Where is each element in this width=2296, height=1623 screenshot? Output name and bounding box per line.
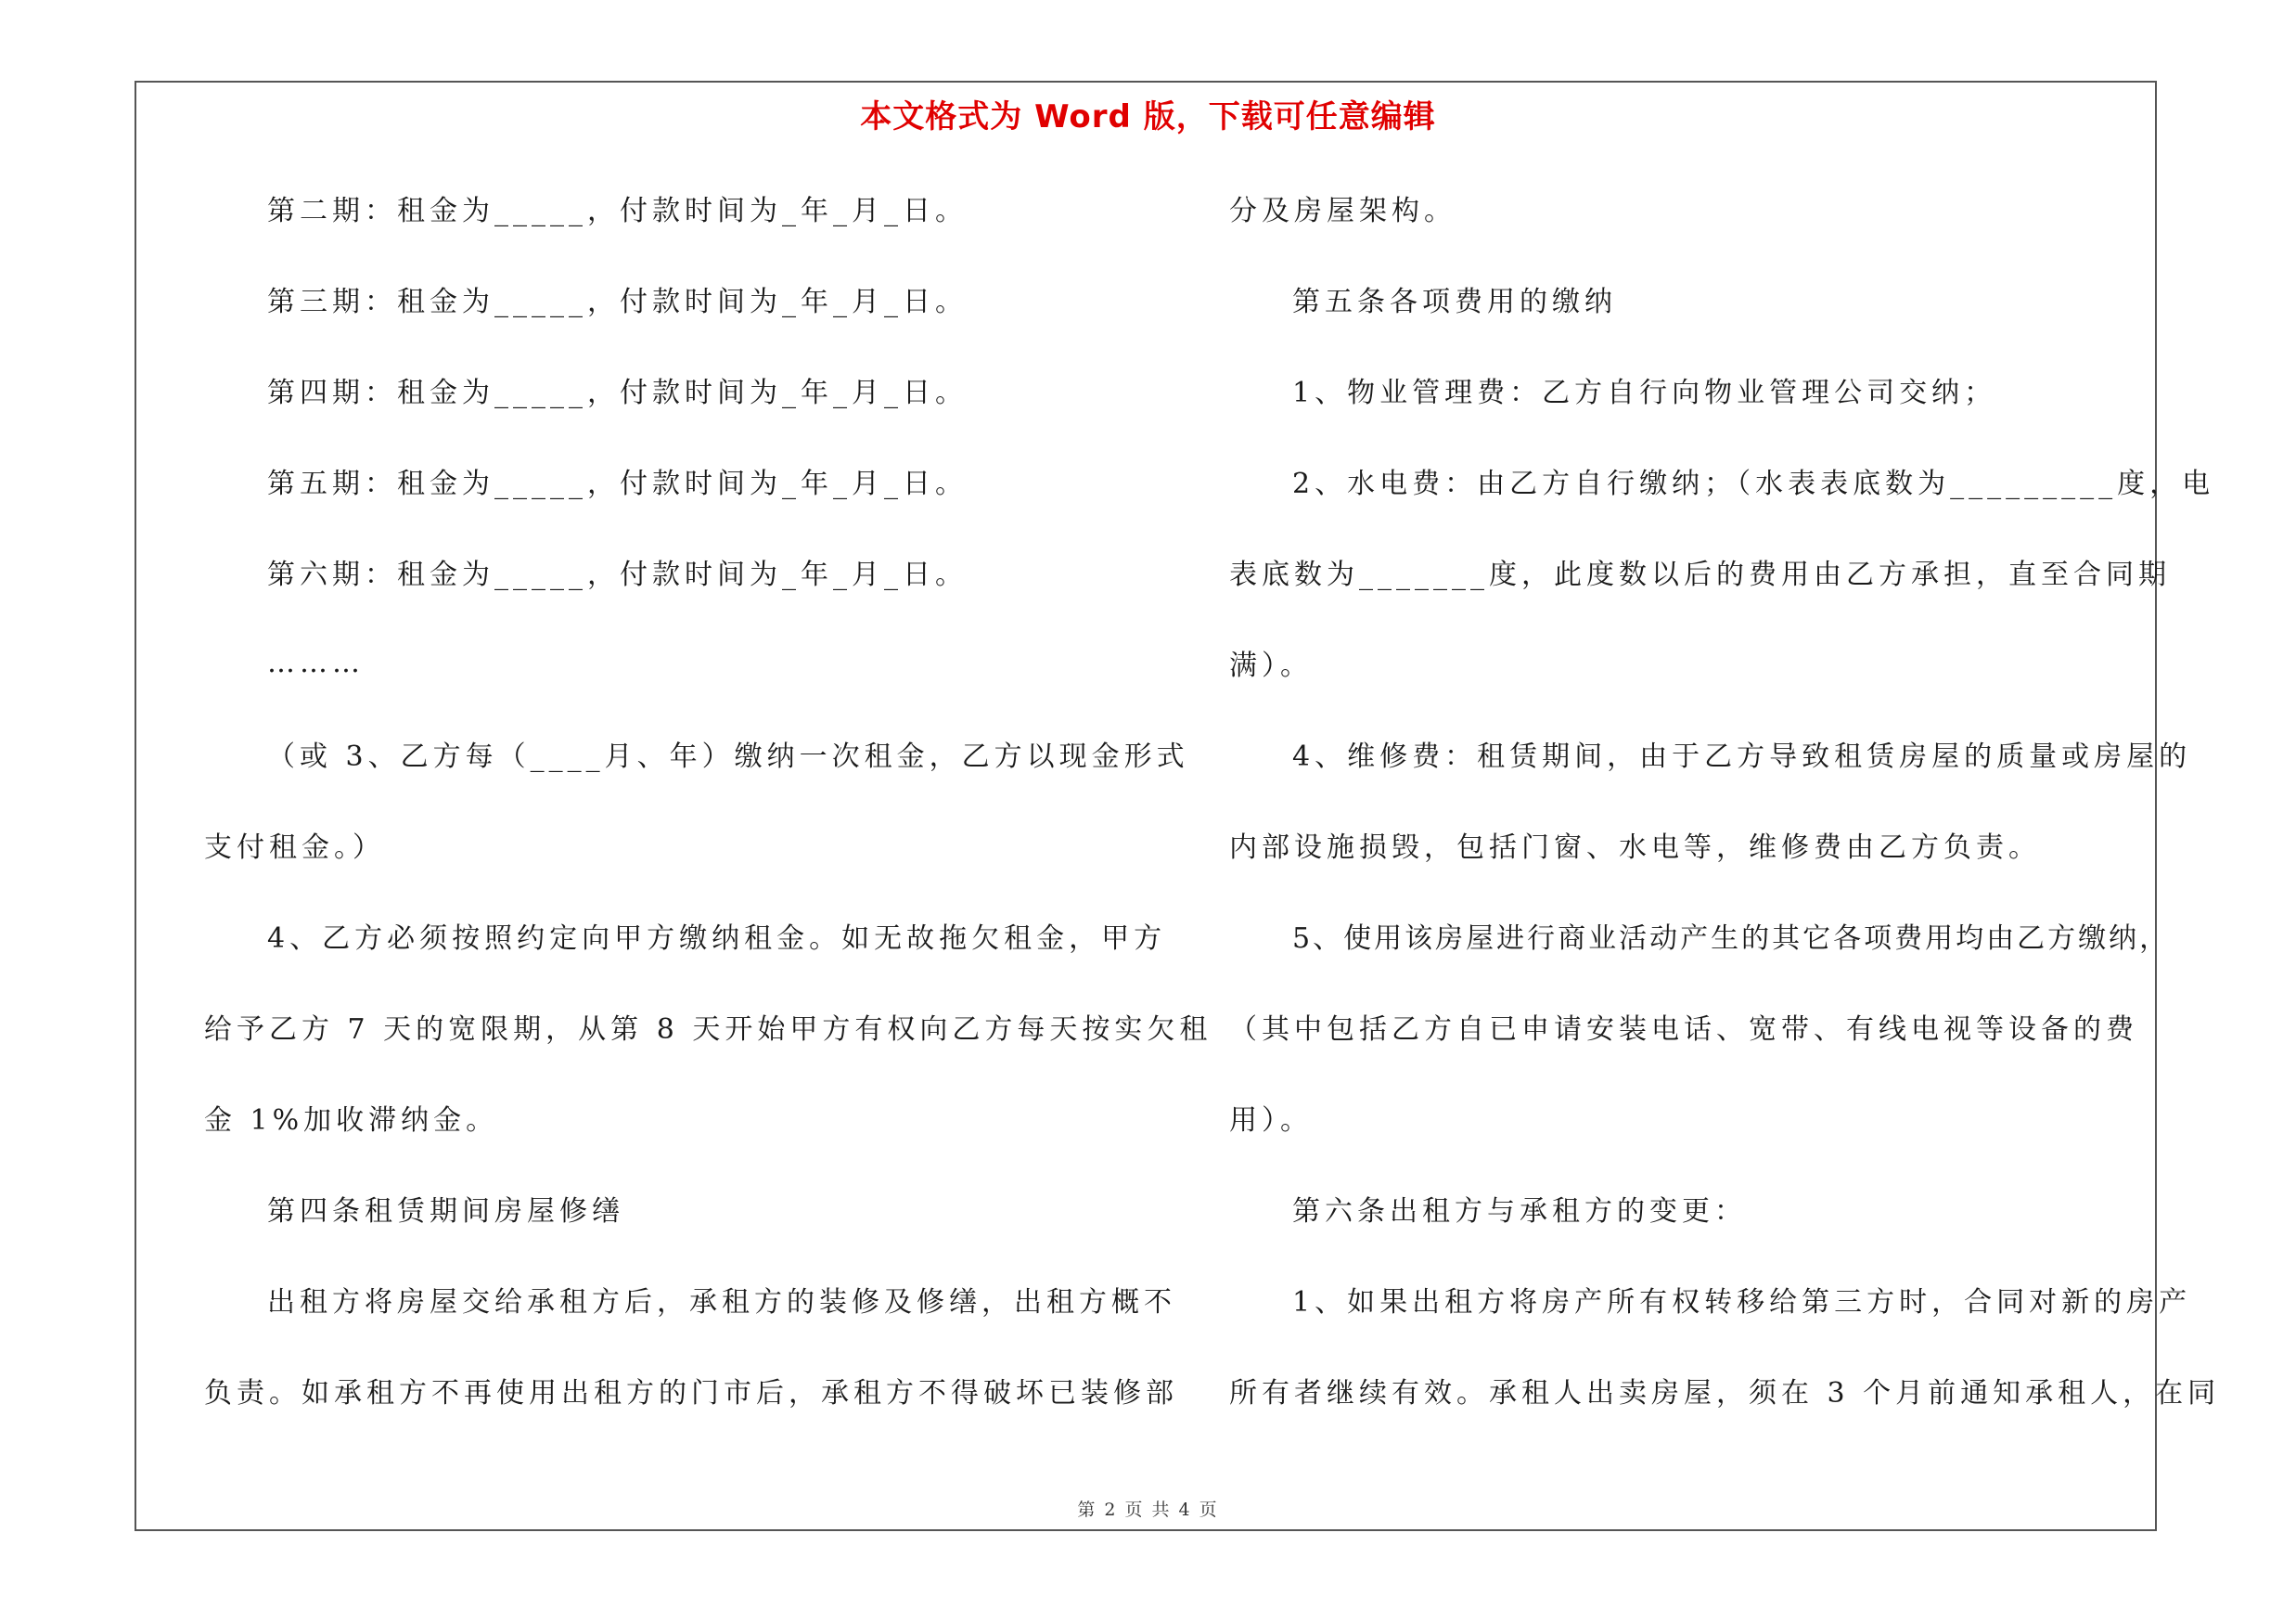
paragraph-line: 2、水电费：由乙方自行缴纳；（水表表底数为_________度，电 xyxy=(1292,468,2215,500)
paragraph-line: 第四期：租金为_____，付款时间为_年_月_日。 xyxy=(267,377,968,409)
ellipsis-line: ……… xyxy=(267,647,365,679)
paragraph-line: 第二期：租金为_____，付款时间为_年_月_日。 xyxy=(267,195,968,227)
section-heading: 第四条租赁期间房屋修缮 xyxy=(267,1195,624,1228)
section-heading: 第五条各项费用的缴纳 xyxy=(1292,286,1617,318)
paragraph-line: 内部设施损毁，包括门窗、水电等，维修费由乙方负责。 xyxy=(1229,831,2041,864)
paragraph-line: 1、物业管理费：乙方自行向物业管理公司交纳； xyxy=(1292,377,1997,409)
format-notice-banner: 本文格式为 Word 版，下载可任意编辑 xyxy=(860,98,1436,135)
paragraph-line: 出租方将房屋交给承租方后，承租方的装修及修缮，出租方概不 xyxy=(267,1286,1176,1319)
page-number-footer: 第 2 页 共 4 页 xyxy=(1077,1500,1219,1520)
paragraph-line: （或 3、乙方每（____月、年）缴纳一次租金，乙方以现金形式 xyxy=(267,741,1189,773)
section-heading: 第六条出租方与承租方的变更： xyxy=(1292,1195,1747,1228)
paragraph-line: 所有者继续有效。承租人出卖房屋，须在 3 个月前通知承租人，在同 xyxy=(1229,1377,2221,1410)
paragraph-line: 满）。 xyxy=(1229,650,1313,682)
paragraph-line: 第五期：租金为_____，付款时间为_年_月_日。 xyxy=(267,468,968,500)
paragraph-line: 给予乙方 7 天的宽限期，从第 8 天开始甲方有权向乙方每天按实欠租 xyxy=(204,1013,1212,1046)
paragraph-line: 第六期：租金为_____，付款时间为_年_月_日。 xyxy=(267,559,968,591)
paragraph-line: 负责。如承租方不再使用出租方的门市后，承租方不得破坏已装修部 xyxy=(204,1377,1178,1410)
paragraph-line: （其中包括乙方自已申请安装电话、宽带、有线电视等设备的费 xyxy=(1229,1013,2138,1046)
paragraph-line: 用）。 xyxy=(1229,1104,1313,1137)
paragraph-line: 4、维修费：租赁期间，由于乙方导致租赁房屋的质量或房屋的 xyxy=(1292,741,2192,773)
paragraph-line: 4、乙方必须按照约定向甲方缴纳租金。如无故拖欠租金，甲方 xyxy=(267,922,1167,955)
paragraph-line: 分及房屋架构。 xyxy=(1229,195,1456,227)
paragraph-line: 金 1%加收滞纳金。 xyxy=(204,1104,499,1137)
paragraph-line: 表底数为_______度，此度数以后的费用由乙方承担，直至合同期 xyxy=(1229,559,2171,591)
paragraph-line: 1、如果出租方将房产所有权转移给第三方时，合同对新的房产 xyxy=(1292,1286,2192,1319)
paragraph-line: 支付租金。） xyxy=(204,831,385,864)
paragraph-line: 5、使用该房屋进行商业活动产生的其它各项费用均由乙方缴纳， xyxy=(1292,922,2171,955)
paragraph-line: 第三期：租金为_____，付款时间为_年_月_日。 xyxy=(267,286,968,318)
